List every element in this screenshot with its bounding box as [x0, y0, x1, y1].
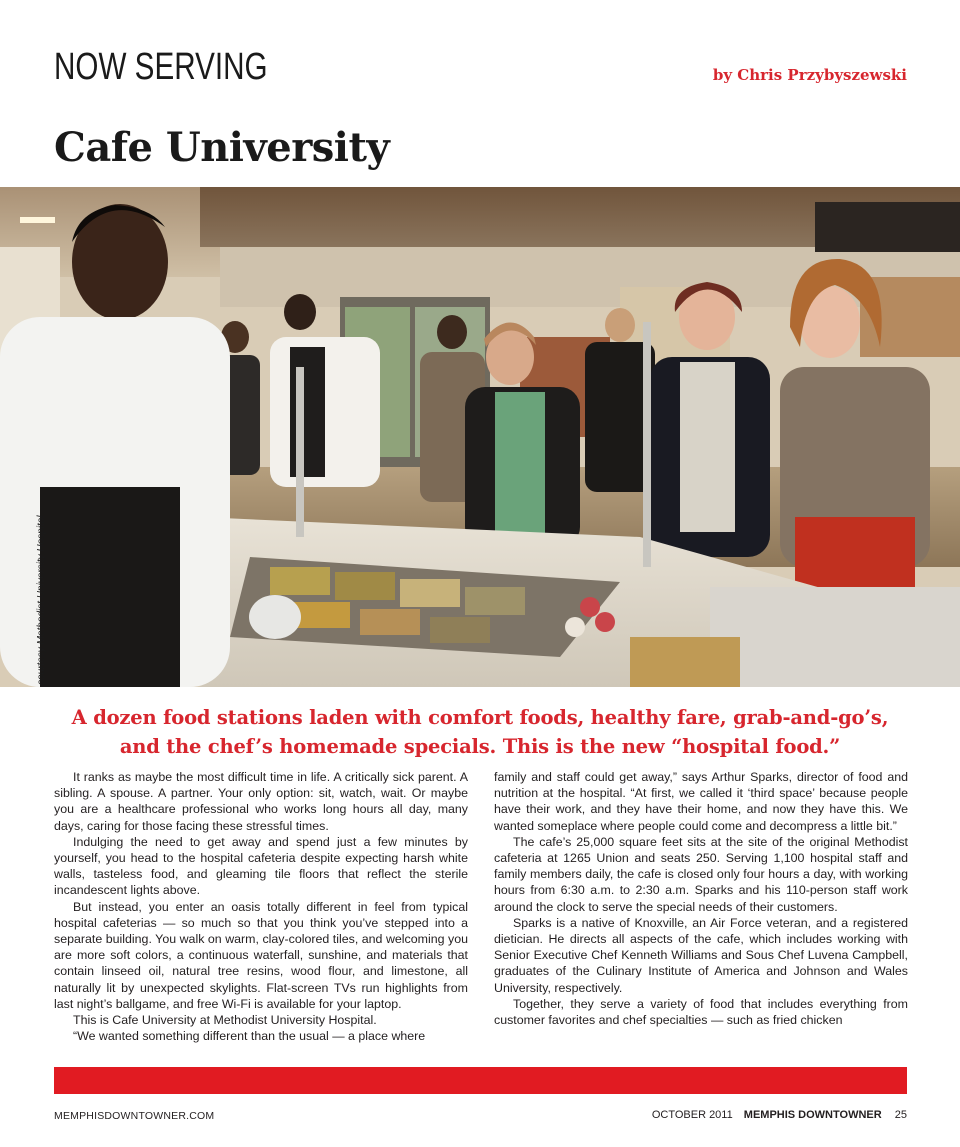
footer-issue-info: [652, 1109, 907, 1121]
paragraph: The cafe’s 25,000 square feet sits at the site of the original Methodist cafeteria at 1265 Union and seats 250. Serving 1,100 hospital staff and family members daily, the cafe is closed only four hours a day, with working hours from 6:30 a.m. to 2:30 a.m. Sparks and his 110-person staff work around the clock to serve the special needs of their customers.: [494, 834, 908, 914]
pullquote: A dozen food stations laden with comfort foods, healthy fare, grab-and-go’s, and the chef’s homemade specials. This is the new “hospital food.”: [71, 706, 889, 758]
photo-credit: courtesy Methodist University Hospital: [36, 515, 47, 685]
paragraph: family and staff could get away,” says Arthur Sparks, director of food and nutrition at the hospital. “At first, we called it ‘third space’ because people have their work, and they have their home, and now they have this. We wanted someplace where people could come and decompress a little bit.”: [494, 770, 908, 833]
paragraph: But instead, you enter an oasis totally different in feel from typical hospital cafeterias — so much so that you think you’ve stepped into a separate building. You walk on warm, clay-colored tiles, and welcoming you are more soft colors, a continuous waterfall, sunshine, and materials that contain linseed oil, natural tree resins, wood flour, and limestone, all naturally lit by unexpected skylights. Flat-screen TVs run highlights from last night’s ballgame, and free Wi-Fi is available for your laptop.: [54, 899, 468, 1011]
article-title: Cafe University: [54, 124, 390, 171]
paragraph: Sparks is a native of Knoxville, an Air Force veteran, and a registered dietician. He directs all aspects of the cafe, which includes working with Senior Executive Chef Kenneth Williams and Sous Chef Luvena Campbell, graduates of the Culinary Institute of America and Johnson and Wales University, respectively.: [494, 915, 908, 995]
article-column-left: [54, 769, 468, 1044]
paragraph: It ranks as maybe the most difficult time in life. A critically sick parent. A sibling. A spouse. A partner. Your only option: sit, watch, wait. Or maybe you are a healthcare professional who works long hours all day, many days, caring for those facing these stressful times.: [54, 770, 468, 833]
footer-magazine-name: MEMPHIS DOWNTOWNER: [743, 1109, 882, 1121]
photo-chef-serving-customers-icon: [0, 187, 960, 687]
article-column-right: [494, 769, 908, 1028]
paragraph: Together, they serve a variety of food that includes everything from customer favorites and chef specialties — such as fried chicken: [494, 996, 908, 1028]
footer-red-bar: [54, 1067, 907, 1094]
footer-website: MEMPHISDOWNTOWNER.COM: [54, 1110, 215, 1122]
footer-issue-date: OCTOBER 2011: [651, 1109, 733, 1121]
byline: by Chris Przybyszewski: [712, 66, 907, 84]
paragraph: Indulging the need to get away and spend just a few minutes by yourself, you head to the hospital cafeteria despite expecting harsh white walls, tasteless food, and gleaming tile floors that reflect the sterile incandescent lights above.: [54, 834, 468, 898]
section-label: NOW SERVING: [54, 46, 268, 88]
article-photo: [0, 187, 960, 687]
paragraph: “We wanted something different than the usual — a place where: [73, 1029, 426, 1044]
page-number: 25: [894, 1109, 907, 1121]
paragraph: This is Cafe University at Methodist University Hospital.: [73, 1013, 377, 1028]
